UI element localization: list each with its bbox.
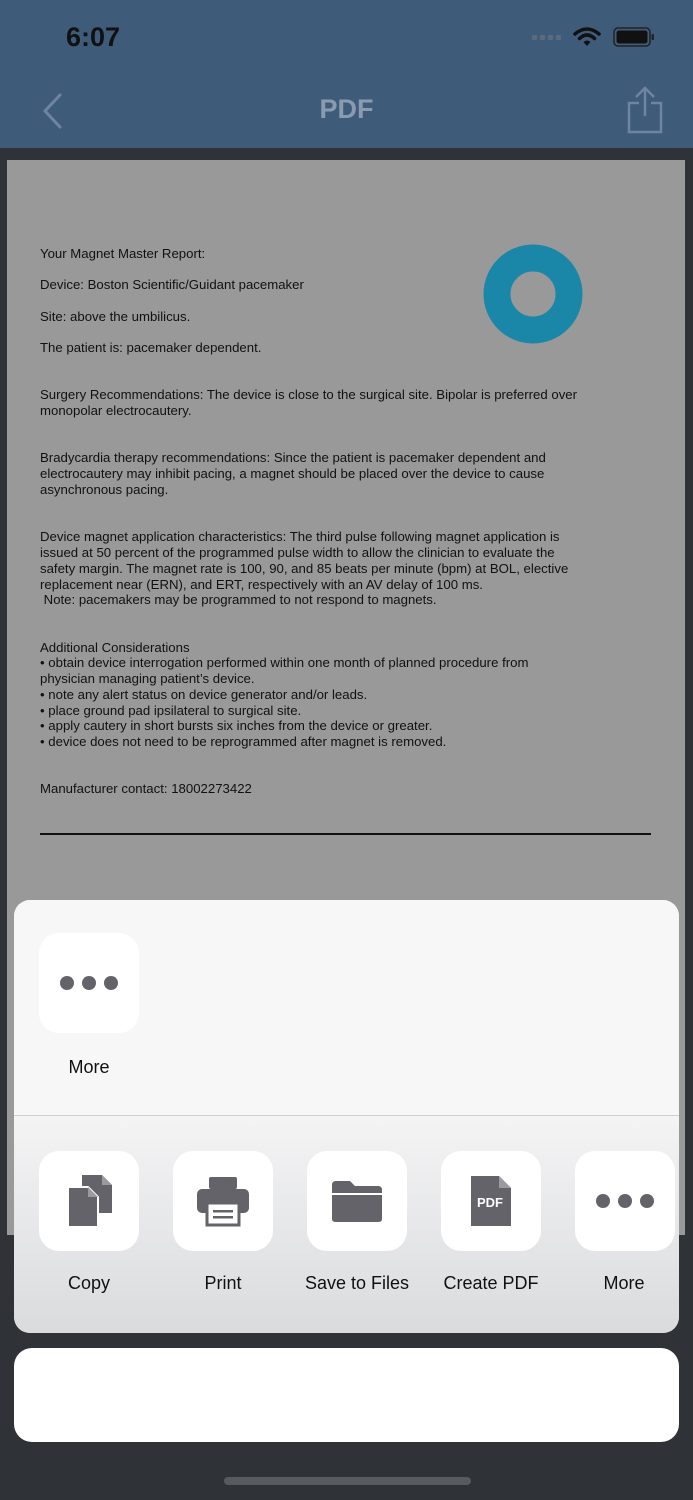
copy-button[interactable] — [39, 1151, 139, 1251]
consideration-item: • apply cautery in short bursts six inches from the device or greater. — [40, 718, 433, 734]
magnet-characteristics-line: Device magnet application characteristics: The third pulse following magnet application is — [40, 529, 560, 545]
consideration-item: • obtain device interrogation performed within one month of planned procedure from — [40, 655, 529, 671]
create-pdf-label: Create PDF — [443, 1273, 539, 1293]
copy-icon — [64, 1173, 114, 1229]
battery-icon — [613, 27, 655, 47]
status-time: 6:07 — [66, 22, 121, 52]
consideration-item: • place ground pad ipsilateral to surgical site. — [40, 702, 302, 718]
svg-text:PDF: PDF — [477, 1195, 503, 1210]
considerations-heading: Additional Considerations — [40, 639, 190, 655]
copy-label: Copy — [67, 1273, 111, 1293]
create-pdf-button[interactable] — [441, 1151, 541, 1251]
more-actions-label: More — [603, 1273, 645, 1293]
status-icons — [532, 26, 655, 48]
print-icon — [195, 1175, 251, 1227]
cellular-signal-icon — [532, 35, 561, 40]
status-bar — [0, 0, 693, 76]
print-button[interactable] — [173, 1151, 273, 1251]
magnet-characteristics-line: replacement near (ERN), and ERT, respectively with an AV delay of 100 ms. — [40, 576, 483, 592]
share-actions-row — [14, 1116, 679, 1333]
more-icon — [596, 1194, 654, 1208]
share-icon[interactable] — [627, 86, 663, 134]
surgery-recommendation-line: monopolar electrocautery. — [40, 403, 192, 419]
bradycardia-line: Bradycardia therapy recommendations: Since the patient is pacemaker dependent and — [40, 450, 546, 466]
magnet-characteristics-line: Note: pacemakers may be programmed to not respond to magnets. — [40, 592, 437, 608]
manufacturer-contact: Manufacturer contact: 18002273422 — [40, 781, 252, 797]
site-line: Site: above the umbilicus. — [40, 308, 191, 324]
save-to-files-label: Save to Files — [304, 1273, 410, 1293]
navigation-bar — [0, 76, 693, 148]
magnet-characteristics-line: issued at 50 percent of the programmed pulse width to allow the clinician to evaluate the — [40, 544, 555, 560]
patient-line: The patient is: pacemaker dependent. — [40, 340, 262, 356]
home-indicator[interactable] — [224, 1477, 471, 1485]
surgery-recommendation-line: Surgery Recommendations: The device is close to the surgical site. Bipolar is preferred over — [40, 387, 578, 403]
divider-line — [40, 833, 651, 835]
cancel-button[interactable] — [14, 1348, 679, 1442]
bradycardia-line: electrocautery may inhibit pacing, a magnet should be placed over the device to cause — [40, 466, 545, 482]
device-line: Device: Boston Scientific/Guidant pacemaker — [40, 277, 304, 293]
report-heading: Your Magnet Master Report: — [40, 246, 206, 261]
print-label: Print — [204, 1273, 242, 1293]
page-title: PDF — [319, 94, 374, 124]
share-sheet — [14, 900, 679, 1333]
consideration-item: physician managing patient’s device. — [40, 671, 255, 687]
bradycardia-line: asynchronous pacing. — [40, 481, 169, 497]
save-to-files-button[interactable] — [307, 1151, 407, 1251]
more-apps-button[interactable] — [39, 933, 139, 1033]
logo-ring-icon — [483, 244, 583, 344]
more-apps-label: More — [68, 1057, 110, 1077]
share-apps-row — [14, 900, 679, 1115]
wifi-icon — [573, 26, 601, 48]
more-actions-button[interactable] — [575, 1151, 675, 1251]
consideration-item: • note any alert status on device generator and/or leads. — [40, 686, 368, 702]
pdf-icon — [469, 1174, 513, 1228]
folder-icon — [330, 1179, 384, 1223]
more-icon — [60, 976, 118, 990]
consideration-item: • device does not need to be reprogrammed after magnet is removed. — [40, 734, 447, 750]
magnet-characteristics-line: safety margin. The magnet rate is 100, 90, and 85 beats per minute (bpm) at BOL, elective — [40, 560, 569, 576]
